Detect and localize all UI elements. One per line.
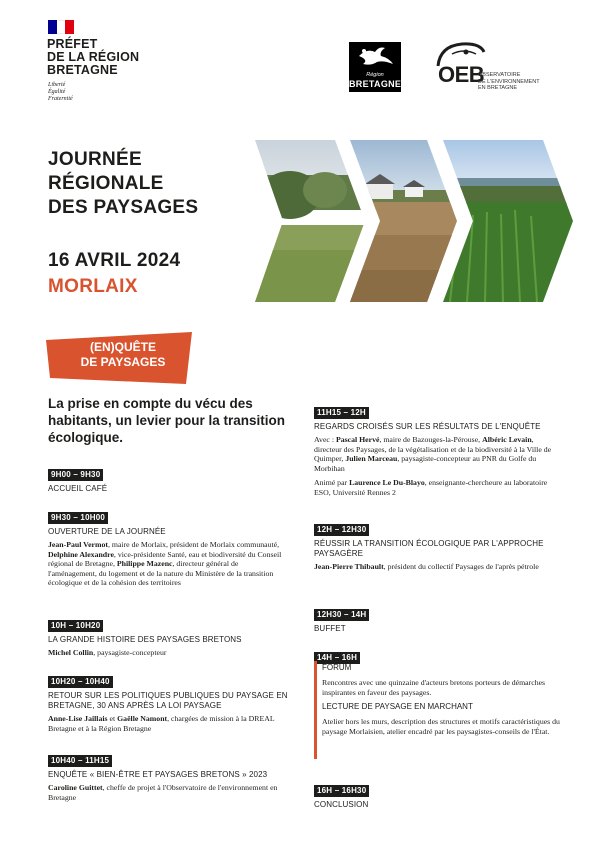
forum-heading: FORUM [322,663,352,672]
event-subtitle: La prise en compte du vécu des habitants, un levier pour la transition écologique. [48,396,286,445]
program-item [314,519,554,572]
program-description: Jean-Pierre Thibault, président du collectif Paysages de l'après pétrole [314,562,539,571]
program-item [48,615,242,658]
program-item [48,750,288,802]
time-badge: 11H15 – 12H [314,407,369,419]
time-badge: 12H – 12H30 [314,524,369,536]
afternoon-activities [322,663,562,736]
program-item [48,464,107,494]
program-description: Jean-Paul Vermot, maire de Morlaix, président de Morlaix communauté, Delphine Alexandre, vice-présidente Santé, eau et biodiversité du Conseil régional de Bretagne, Philippe Mazenc, directeur général de l'aménagement, du logement et de la nature du Ministère de la transition écologique et de la cohésion des territoires [48,540,282,588]
ermine-icon [349,42,401,72]
time-badge: 10H40 – 11H15 [48,755,112,767]
program-description: Anne-Lise Jaillais et Gaëlle Namont, chargées de mission à la DREAL Bretagne et à la Région Bretagne [48,714,275,733]
program-item [48,507,288,588]
time-badge: 14H – 16H [314,652,360,664]
program-description: Michel Collin, paysagiste-concepteur [48,648,167,657]
program-heading: CONCLUSION [314,800,369,809]
event-date: 16 AVRIL 2024 [48,250,181,271]
program-description: Avec : Pascal Hervé, maire de Bazouges-la-Pérouse, Albéric Levain, directeur des Paysages, de la végétalisation et de la biodiversité à la Ville de Quimper, Julien Marceau, paysagiste-concepteur au PNR du Golfe du Morbihan [314,435,552,473]
prefet-logo-text: PRÉFET DE LA RÉGION BRETAGNE [47,37,140,77]
program-item [314,604,369,634]
afternoon-accent-bar [314,661,317,759]
program-heading: LA GRANDE HISTOIRE DES PAYSAGES BRETONS [48,635,242,644]
program-item [314,780,369,810]
program-heading: RETOUR SUR LES POLITIQUES PUBLIQUES DU PAYSAGE EN BRETAGNE, 30 ANS APRÈS LA LOI PAYSAGE [48,691,288,710]
time-badge: 10H – 10H20 [48,620,103,632]
program-heading: BUFFET [314,624,346,633]
photo-houses [345,140,465,302]
program-heading: RÉUSSIR LA TRANSITION ÉCOLOGIQUE PAR L'APPROCHE PAYSAGÈRE [314,539,544,558]
time-badge: 9H00 – 9H30 [48,469,103,481]
republic-motto: Liberté Égalité Fraternité [48,82,73,102]
event-title: JOURNÉE RÉGIONALE DES PAYSAGES [48,149,199,218]
landscape-photos [255,140,606,302]
program-heading: OUVERTURE DE LA JOURNÉE [48,527,166,536]
program-item [48,671,288,733]
walk-heading: LECTURE DE PAYSAGE EN MARCHANT [322,702,473,712]
photo-countryside [255,140,375,302]
program-heading: ACCUEIL CAFÉ [48,484,108,493]
time-badge: 9H30 – 10H00 [48,512,108,524]
photo-cornfield [440,140,580,302]
time-badge: 10H20 – 10H40 [48,676,113,688]
program-moderator: Animé par Laurence Le Du-Blayo, enseignante-chercheure au laboratoire ESO, Université Rennes 2 [314,478,548,497]
tag-label: (EN)QUÊTE DE PAYSAGES [80,340,166,369]
oeb-logo: OEB OBSERVATOIRE DE L'ENVIRONNEMENT EN BRETAGNE [434,40,574,92]
walk-description: Atelier hors les murs, description des structures et motifs caractéristiques du paysage Morlaisien, atelier encadré par les paysagistes-conseils de l'État. [322,717,560,736]
program-item [314,402,554,498]
event-city: MORLAIX [48,276,138,297]
program-heading: REGARDS CROISÉS SUR LES RÉSULTATS DE L'ENQUÊTE [314,422,541,431]
program-description: Caroline Guittet, cheffe de projet à l'Observatoire de l'environnement en Bretagne [48,783,278,802]
time-badge: 16H – 16H30 [314,785,369,797]
forum-description: Rencontres avec une quinzaine d'acteurs bretons porteurs de démarches inspirantes en faveur des paysages. [322,678,546,697]
french-flag-icon [48,20,74,34]
program-heading: ENQUÊTE « BIEN-ÊTRE ET PAYSAGES BRETONS » 2023 [48,770,268,779]
region-bretagne-logo: Région BRETAGNE [349,42,401,92]
time-badge: 12H30 – 14H [314,609,369,621]
